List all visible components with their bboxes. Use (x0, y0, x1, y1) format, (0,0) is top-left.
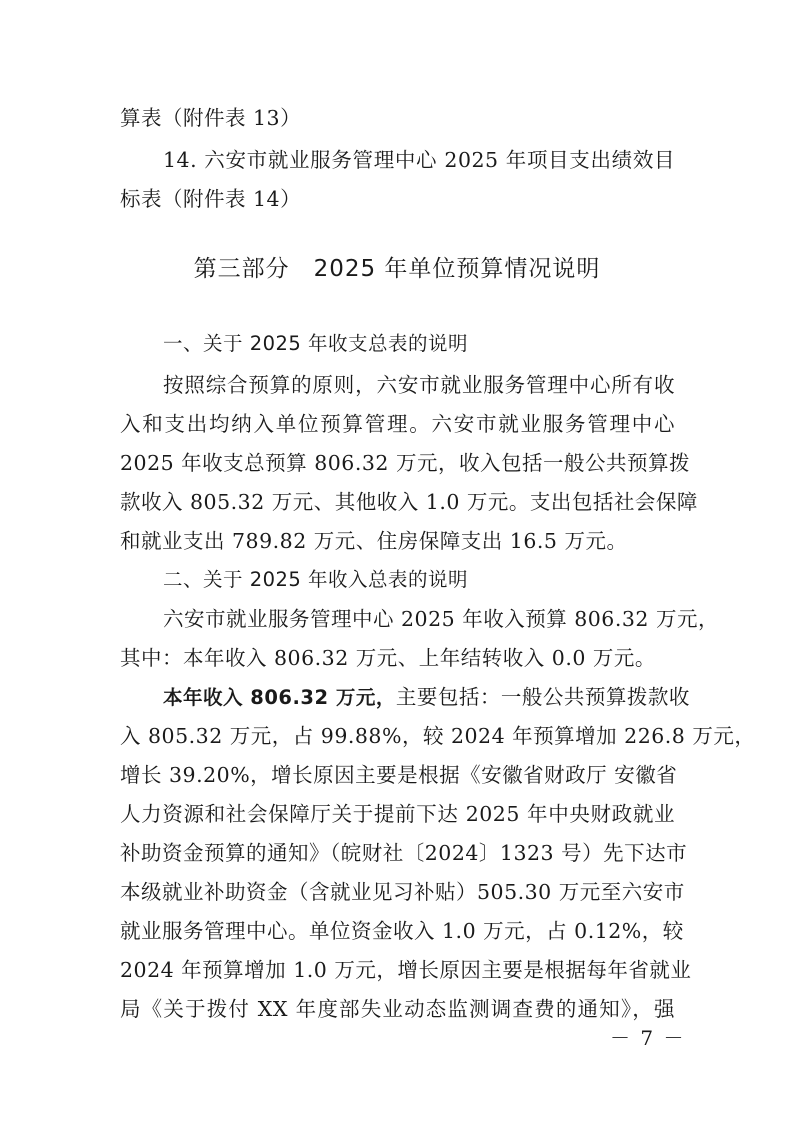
emphasis-text: 本年收入 806.32 万元， (163, 686, 396, 709)
paragraph-line: 算表（附件表 13） (120, 106, 302, 130)
paragraph-line: 就业服务管理中心。单位资金收入 1.0 万元，占 0.12%，较 (120, 919, 684, 943)
paragraph-line: 局《关于拨付 XX 年度部失业动态监测调查费的通知》，强 (120, 997, 675, 1021)
paragraph-line: 款收入 805.32 万元、其他收入 1.0 万元。支出包括社会保障 (120, 490, 698, 514)
paragraph-line: 增长 39.20%，增长原因主要是根据《安徽省财政厅 安徽省 (120, 763, 678, 787)
part-heading: 第三部分 2025 年单位预算情况说明 (193, 256, 601, 282)
paragraph-line: 按照综合预算的原则，六安市就业服务管理中心所有收 (163, 373, 675, 397)
paragraph-line: 标表（附件表 14） (120, 187, 302, 211)
paragraph-line: 和就业支出 789.82 万元、住房保障支出 16.5 万元。 (120, 529, 628, 553)
section-heading: 二、关于 2025 年收入总表的说明 (163, 568, 469, 591)
paragraph-text: 主要包括：一般公共预算拨款收 (395, 685, 690, 709)
paragraph-line (163, 683, 690, 712)
paragraph-line: 入和支出均纳入单位预算管理。六安市就业服务管理中心 (120, 412, 675, 436)
paragraph-line: 六安市就业服务管理中心 2025 年收入预算 806.32 万元， (163, 607, 719, 631)
paragraph-line: 补助资金预算的通知》（皖财社〔2024〕1323 号）先下达市 (120, 841, 688, 865)
paragraph-line: 14. 六安市就业服务管理中心 2025 年项目支出绩效目 (163, 148, 675, 172)
paragraph-line: 2025 年收支总预算 806.32 万元，收入包括一般公共预算拨 (120, 451, 690, 475)
paragraph-line: 其中：本年收入 806.32 万元、上年结转收入 0.0 万元。 (120, 646, 656, 670)
paragraph-line: 人力资源和社会保障厅关于提前下达 2025 年中央财政就业 (120, 802, 675, 826)
paragraph-line: 2024 年预算增加 1.0 万元，增长原因主要是根据每年省就业 (120, 958, 692, 982)
paragraph-line: 入 805.32 万元，占 99.88%，较 2024 年预算增加 226.8 万元， (120, 724, 756, 748)
paragraph-line: 本级就业补助资金（含就业见习补贴）505.30 万元至六安市 (120, 880, 685, 904)
section-heading: 一、关于 2025 年收支总表的说明 (163, 332, 469, 355)
page-number: － 7 － (610, 1026, 686, 1050)
